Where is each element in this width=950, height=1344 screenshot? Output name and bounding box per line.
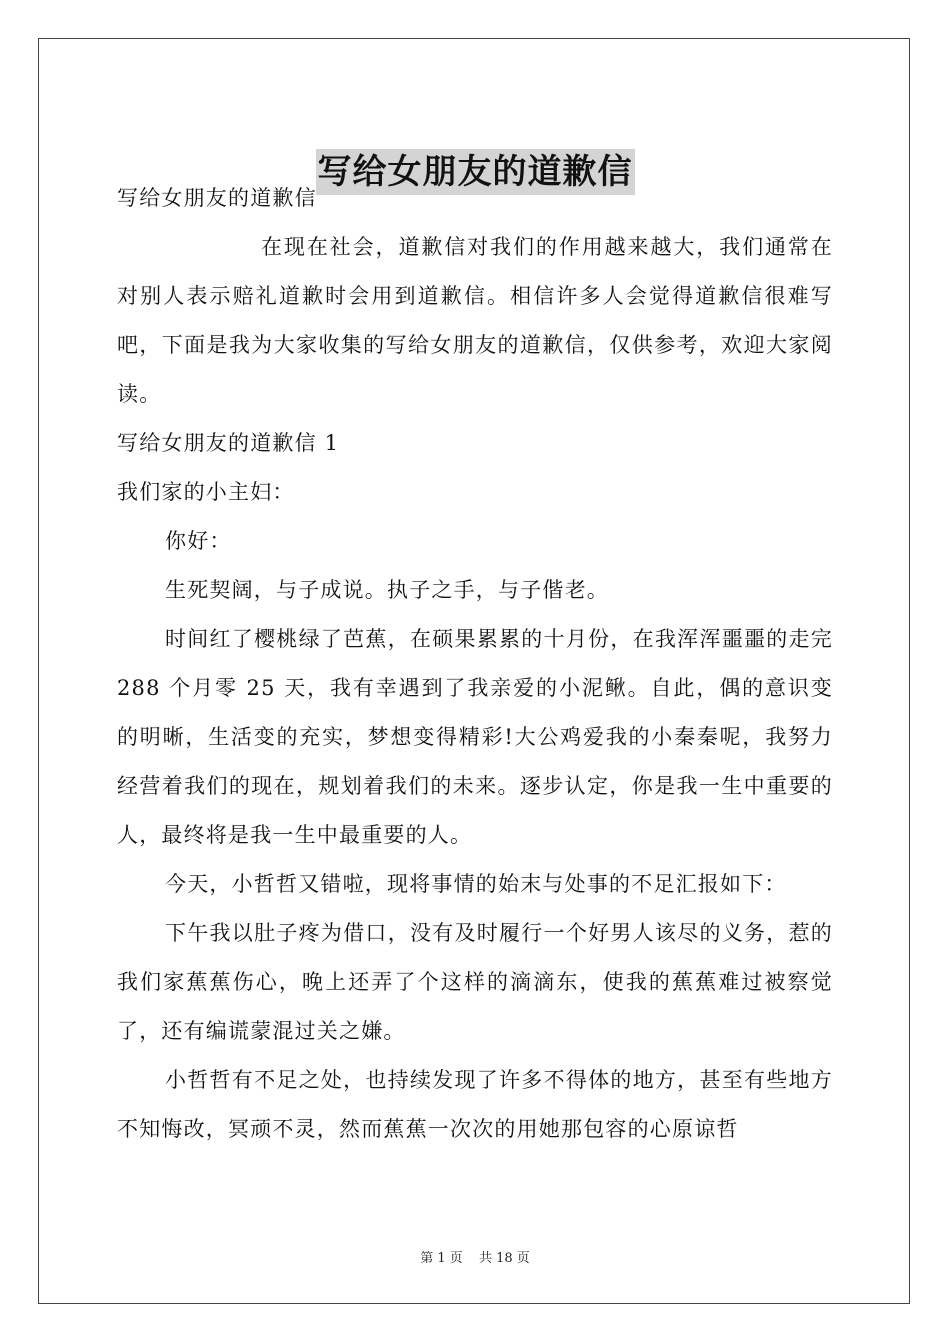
section-heading: 写给女朋友的道歉信 1 [117,431,340,455]
subtitle-line: 写给女朋友的道歉信 [117,186,317,210]
body-paragraph: 下午我以肚子疼为借口，没有及时履行一个好男人该尽的义务，惹的我们家蕉蕉伤心，晚上还弄了个这样的滴滴东，使我的蕉蕉难过被察觉了，还有编谎蒙混过关之嫌。 [117,921,833,1043]
poem-line: 生死契阔，与子成说。执子之手，与子偕老。 [165,578,609,602]
total-pages: 共 18 页 [478,1251,530,1266]
document-body [117,174,833,1154]
body-paragraph: 时间红了樱桃绿了芭蕉，在硕果累累的十月份，在我浑浑噩噩的走完 288 个月零 25 天，我有幸遇到了我亲爱的小泥鳅。自此，偶的意识变的明晰，生活变的充实，梦想变得精彩!大公鸡爱我的小秦秦呢，我努力经营着我们的现在，规划着我们的未来。逐步认定，你是我一生中重要的人，最终将是我一生中最重要的人。 [117,627,833,847]
page-footer [0,1247,950,1266]
document-title: 写给女朋友的道歉信 [316,149,635,195]
body-paragraph: 今天，小哲哲又错啦，现将事情的始末与处事的不足汇报如下： [165,872,787,896]
intro-paragraph: 在现在社会，道歉信对我们的作用越来越大，我们通常在对别人表示赔礼道歉时会用到道歉信。相信许多人会觉得道歉信很难写吧，下面是我为大家收集的写给女朋友的道歉信，仅供参考，欢迎大家阅读。 [117,235,833,406]
greeting: 你好： [165,529,232,553]
body-paragraph: 小哲哲有不足之处，也持续发现了许多不得体的地方，甚至有些地方不知悔改，冥顽不灵，然而蕉蕉一次次的用她那包容的心原谅哲 [117,1068,833,1141]
page-number: 第 1 页 [420,1251,463,1266]
salutation: 我们家的小主妇： [117,480,295,504]
